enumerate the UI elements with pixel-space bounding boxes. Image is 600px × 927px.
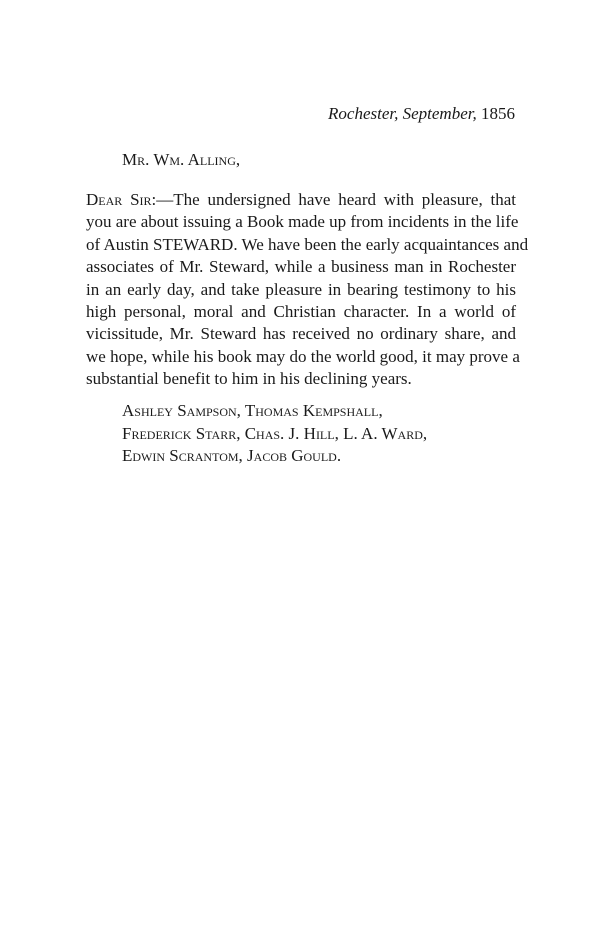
body-line-7: vicissitude, Mr. Steward has received no ordinary share, and: [86, 324, 516, 344]
body-line-4: associates of Mr. Steward, while a business man in Rochester: [86, 257, 516, 277]
dateline: [328, 102, 515, 126]
body-line-6: high personal, moral and Christian character. In a world of: [86, 301, 516, 321]
opening-greeting: Dear Sir:: [86, 190, 157, 209]
body-line-3: of Austin STEWARD. We have been the early acquaintances and: [86, 234, 529, 254]
body-line-1-text: —The undersigned have heard with pleasure, that: [156, 190, 516, 209]
dateline-place-date: Rochester, September,: [328, 104, 477, 123]
signatory-line-1: Ashley Sampson, Thomas Kempshall,: [122, 401, 383, 420]
signatory-line-3: Edwin Scrantom, Jacob Gould.: [122, 446, 342, 465]
body-line-5: in an early day, and take pleasure in bearing testimony to his: [86, 279, 516, 299]
signatories: [122, 400, 427, 468]
salutation: Mr. Wm. Alling,: [122, 150, 241, 169]
body-line-1: [86, 189, 516, 211]
body-line-2: you are about issuing a Book made up from incidents in the life: [86, 212, 519, 232]
signatory-line-2: Frederick Starr, Chas. J. Hill, L. A. Ward,: [122, 423, 428, 443]
letter-body: [86, 189, 529, 391]
body-line-9: substantial benefit to him in his declining years.: [86, 369, 412, 389]
dateline-year: 1856: [476, 104, 515, 123]
body-line-8: we hope, while his book may do the world good, it may prove a: [86, 346, 520, 366]
